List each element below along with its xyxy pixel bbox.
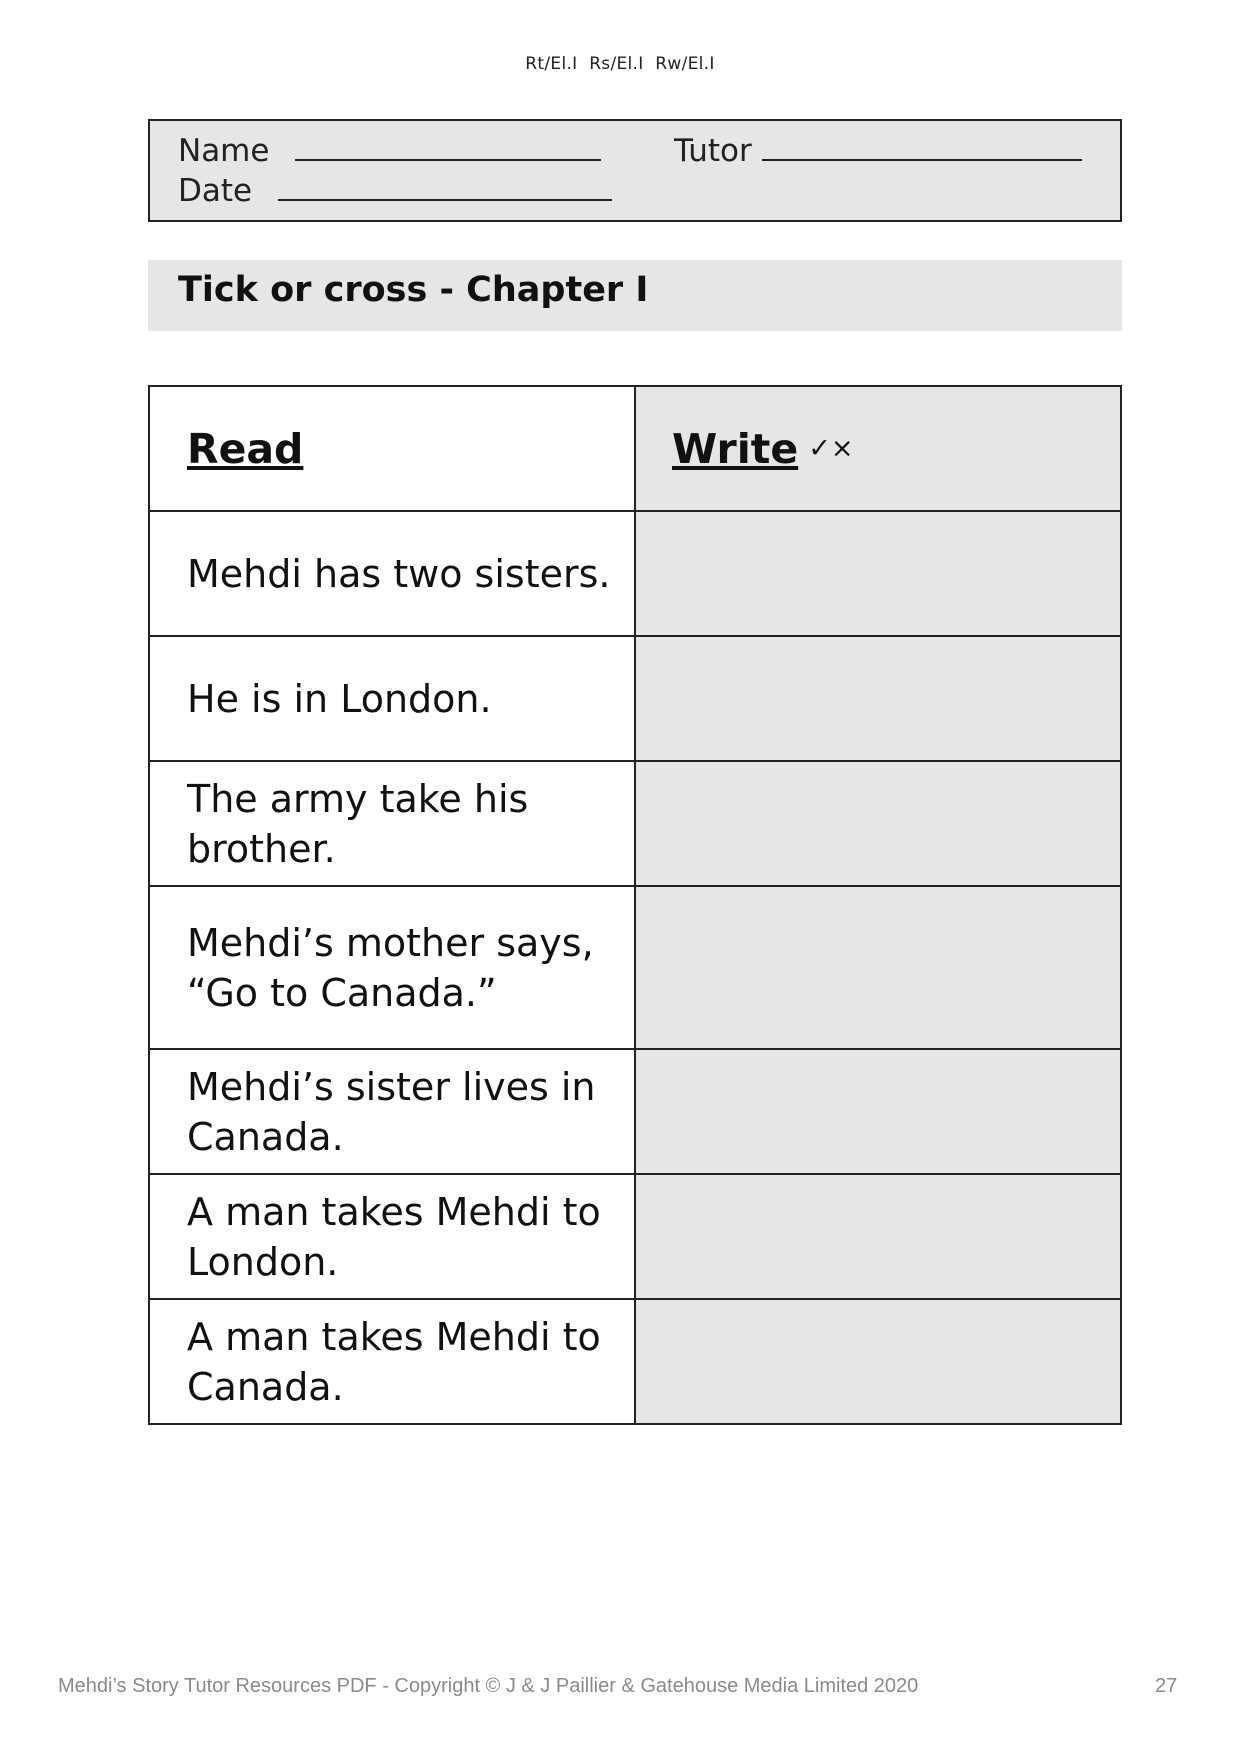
answer-box[interactable] (635, 636, 1121, 761)
student-info-box (148, 119, 1122, 222)
answer-box[interactable] (635, 886, 1121, 1049)
table-row (149, 636, 1121, 761)
answer-box[interactable] (635, 761, 1121, 886)
page-number: 27 (1155, 1675, 1178, 1697)
write-header-label: Write (672, 424, 799, 473)
name-row (178, 133, 601, 169)
tutor-label: Tutor (674, 133, 752, 169)
statement-cell (149, 1174, 635, 1299)
statement-cell (149, 511, 635, 636)
date-row (178, 173, 612, 209)
cross-icon: × (830, 432, 854, 464)
table-row (149, 1174, 1121, 1299)
tutor-field[interactable] (762, 135, 1082, 161)
statement-text: A man takes Mehdi to London. (187, 1189, 601, 1284)
statement-cell (149, 636, 635, 761)
curriculum-codes: Rt/El.I Rs/El.I Rw/El.I (525, 54, 715, 74)
read-header: Read (149, 386, 635, 511)
table-row (149, 1049, 1121, 1174)
statement-cell (149, 886, 635, 1049)
date-label: Date (178, 173, 253, 209)
tick-or-cross-table (148, 385, 1122, 1425)
statement-text: Mehdi has two sisters. (187, 551, 611, 596)
statement-text: The army take his brother. (187, 776, 529, 871)
statement-text: A man takes Mehdi to Canada. (187, 1314, 601, 1409)
answer-box[interactable] (635, 1049, 1121, 1174)
name-label: Name (178, 133, 270, 169)
statement-text-line2: “Go to Canada.” (187, 970, 497, 1015)
statement-cell (149, 1049, 635, 1174)
answer-box[interactable] (635, 511, 1121, 636)
statement-cell (149, 1299, 635, 1424)
answer-box[interactable] (635, 1174, 1121, 1299)
statement-text: Mehdi’s sister lives in Canada. (187, 1064, 596, 1159)
answer-box[interactable] (635, 1299, 1121, 1424)
table-row (149, 511, 1121, 636)
date-field[interactable] (278, 175, 612, 201)
title-band (148, 260, 1122, 331)
table-row (149, 1299, 1121, 1424)
statement-text: Mehdi’s mother says, (187, 920, 594, 965)
statement-cell (149, 761, 635, 886)
worksheet-title: Tick or cross - Chapter I (178, 270, 649, 310)
tutor-row (674, 133, 1082, 169)
table-row (149, 886, 1121, 1049)
table-header-row (149, 386, 1121, 511)
write-header (635, 386, 1121, 511)
tick-icon: ✓ (808, 432, 831, 464)
name-field[interactable] (295, 135, 601, 161)
copyright-footer: Mehdi’s Story Tutor Resources PDF - Copyright © J & J Paillier & Gatehouse Media Limited 2020 (58, 1675, 919, 1697)
table-row (149, 761, 1121, 886)
statement-text: He is in London. (187, 676, 492, 721)
